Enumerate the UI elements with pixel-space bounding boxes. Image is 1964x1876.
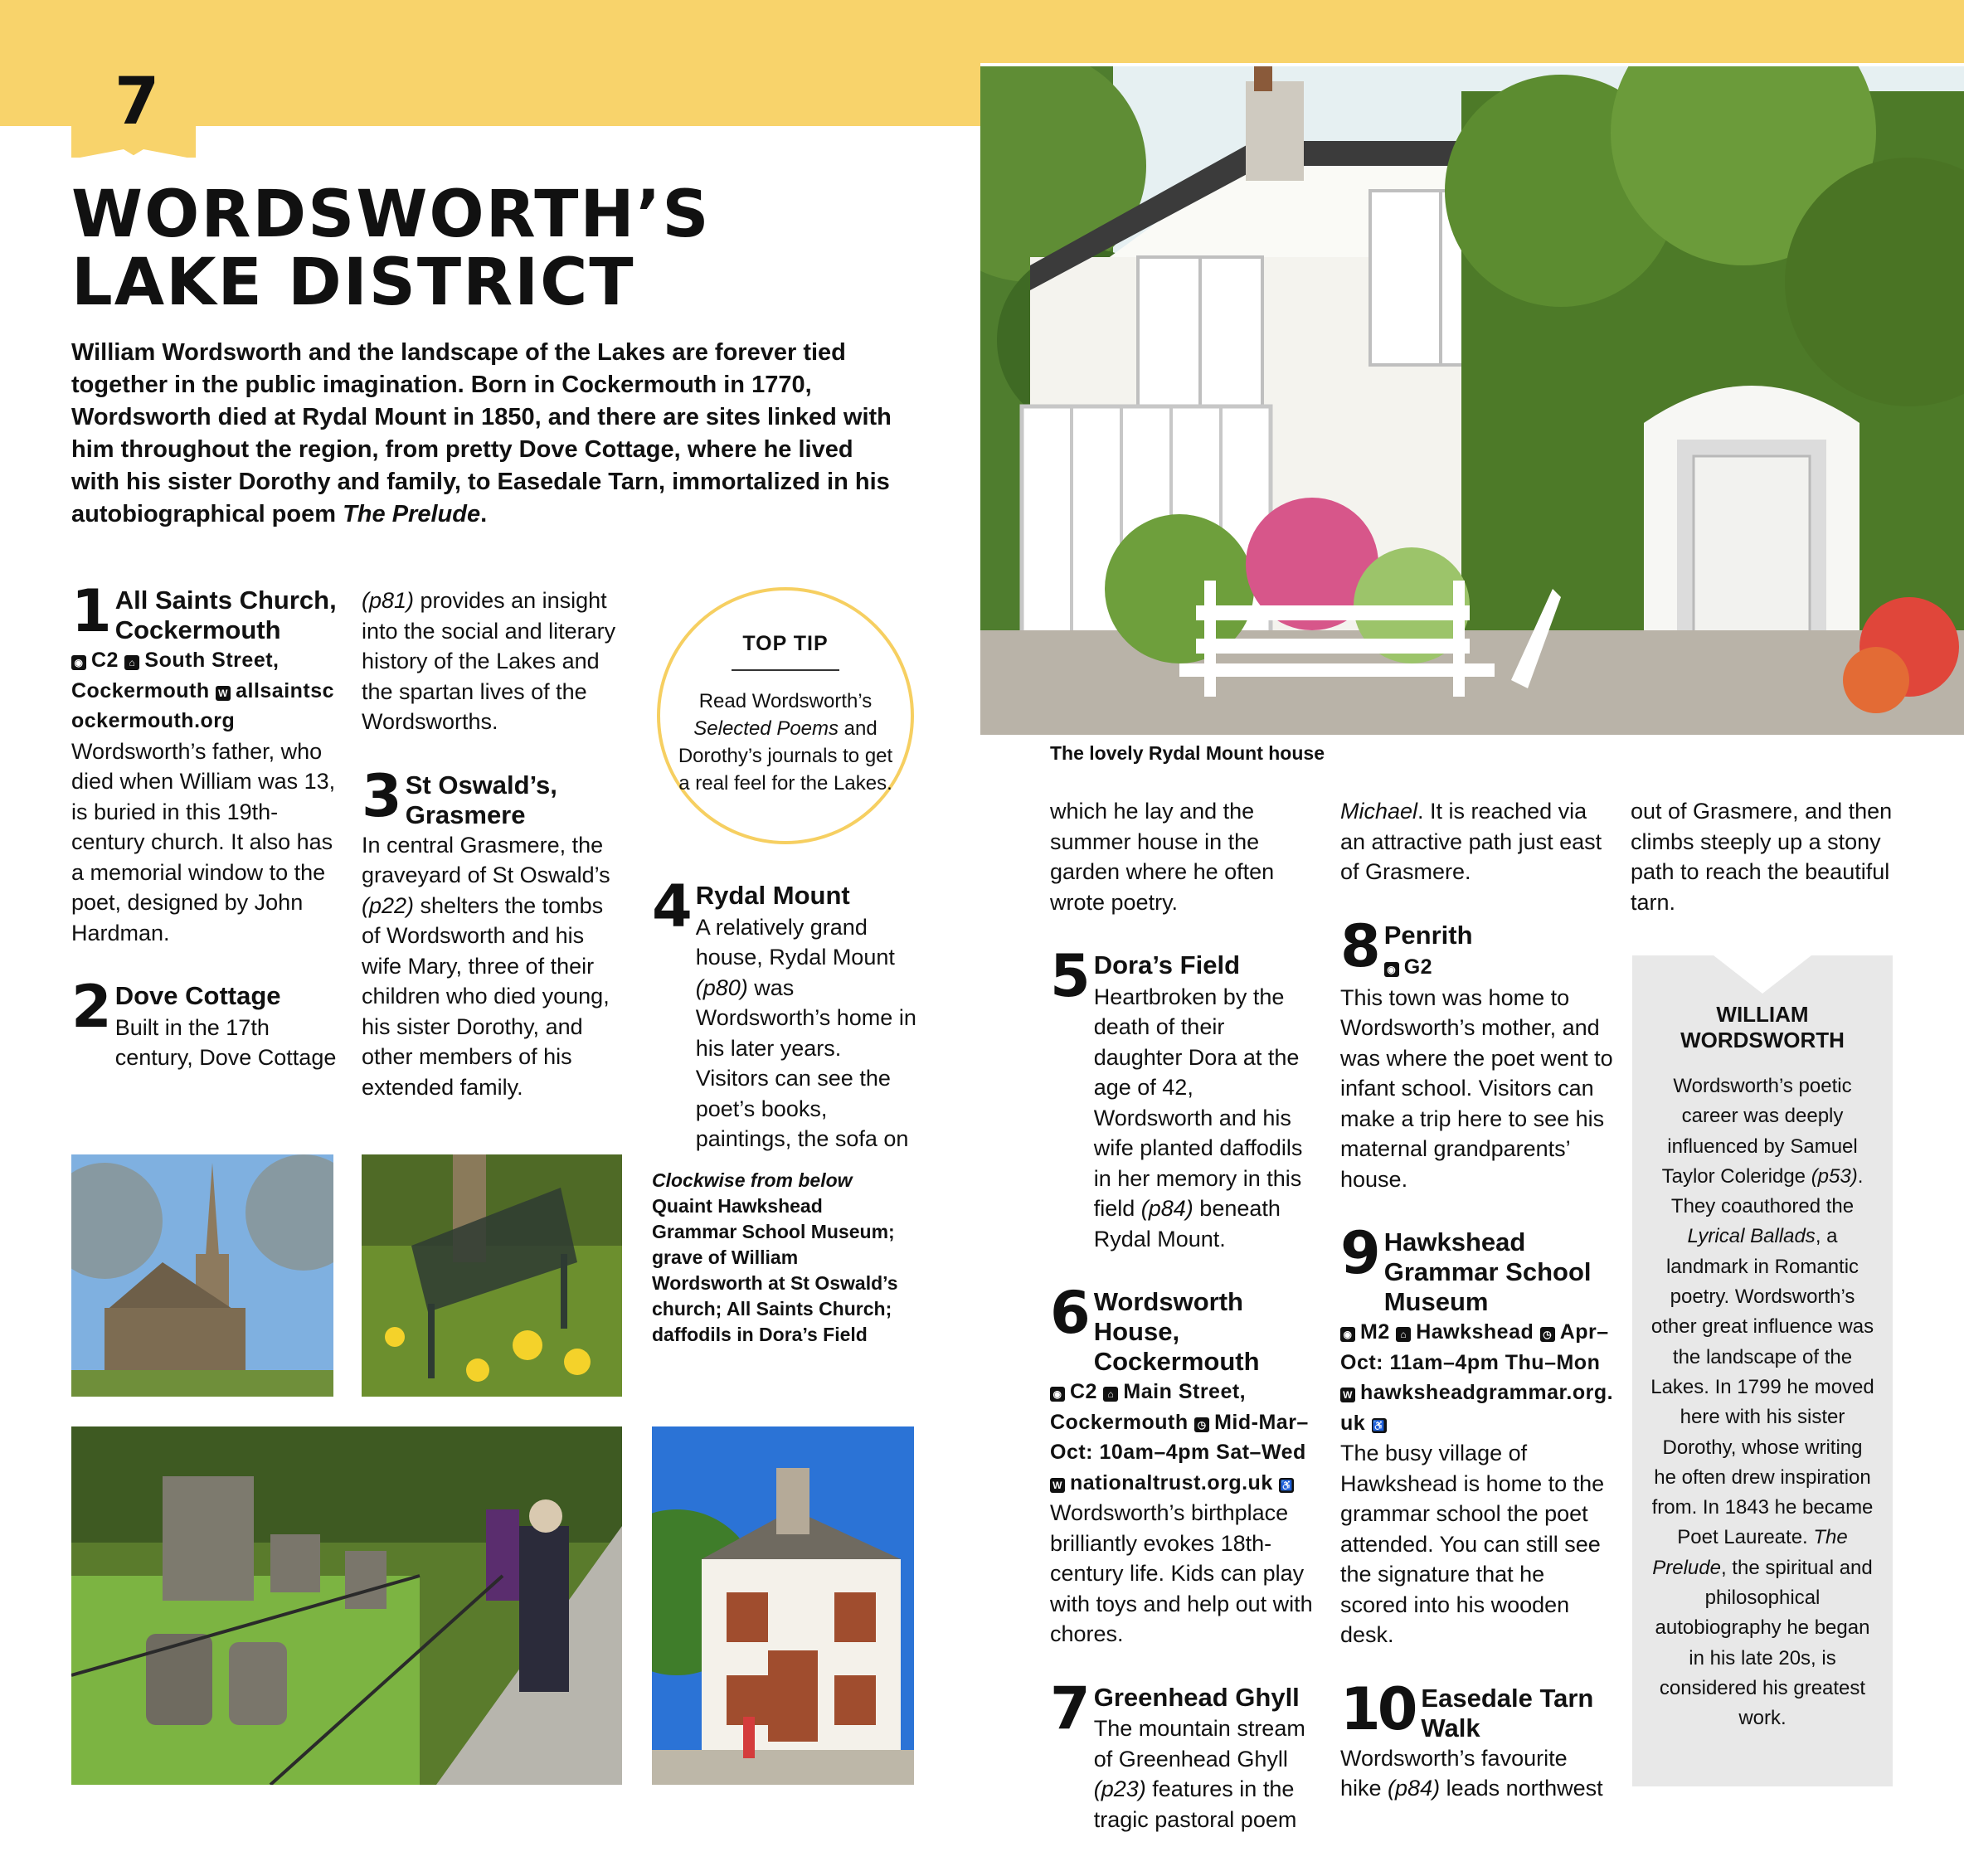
house-icon: ⌂ — [124, 655, 139, 670]
sidebar-text-3: , a landmark in Romantic poetry. Wordsworth’s other great influence was the landscape of the Lakes. In 1799 he moved here with his sister Dorothy, whose writing he often drew inspiration from. In 1843 he became Poet Laureate. — [1650, 1225, 1874, 1549]
bench-daffodils-illustration — [362, 1154, 622, 1397]
entry-head — [71, 973, 337, 1073]
title-line-2: LAKE DISTRICT — [71, 245, 635, 320]
entry-body: Wordsworth’s father, who died when William was 13, is buried in this 19th-century church. It also has a memorial window to the poet, designed by John Hardman. — [71, 738, 336, 945]
page-ref: (p84) — [1388, 1776, 1441, 1801]
entry-number: 7 — [1050, 1674, 1087, 1742]
entry-head — [362, 761, 627, 830]
entry-rydal-mount — [652, 872, 917, 1154]
entry-all-saints — [71, 577, 337, 948]
entry-name: Rydal Mount — [695, 881, 850, 910]
entry-name: St Oswald’s, Grasmere — [405, 770, 557, 829]
hawkshead-grammar-school-photo — [652, 1426, 914, 1785]
entry-number: 9 — [1340, 1219, 1378, 1287]
entry-number: 10 — [1340, 1674, 1415, 1743]
opening-hours: Mid-Mar–Oct: 10am–4pm Sat–Wed — [1050, 1410, 1309, 1464]
page-ref: (p80) — [695, 974, 748, 1000]
entry-wordsworth-house — [1050, 1279, 1315, 1650]
entry-head — [1050, 1279, 1315, 1377]
clock-icon: ◷ — [1540, 1327, 1555, 1342]
entry-head — [71, 577, 337, 645]
page-ref: (p84) — [1140, 1196, 1193, 1221]
page-title — [71, 177, 711, 320]
map-pin-icon: ◉ — [1384, 962, 1399, 977]
website: hawksheadgrammar.org.uk — [1340, 1381, 1614, 1435]
grid-ref: C2 — [1070, 1380, 1097, 1403]
top-tip-heading: TOP TIP — [742, 632, 829, 655]
entry-meta — [1340, 1317, 1614, 1438]
entry-head — [1050, 1674, 1315, 1835]
entry-number: 4 — [652, 872, 689, 940]
graveyard-illustration — [71, 1426, 622, 1785]
map-pin-icon: ◉ — [1050, 1387, 1065, 1402]
column-5 — [1340, 796, 1614, 1837]
sidebar-title-line-2: WORDSWORTH — [1680, 1028, 1845, 1052]
entry-greenhead-ghyll-cont — [1340, 796, 1614, 887]
entry-name: Greenhead Ghyll — [1093, 1682, 1300, 1712]
intro-end: . — [480, 501, 488, 527]
poem-title: The Prelude — [1652, 1526, 1848, 1579]
poem-title: Michael — [1340, 799, 1418, 824]
entry-number: 8 — [1340, 911, 1378, 980]
entry-head — [652, 872, 917, 1154]
intro-text: William Wordsworth and the landscape of the Lakes are forever tied together in the public imagination. Born in Cockermouth in 1770, Wordsworth died at Rydal Mount in 1850, and there are sites linked with him throughout the region, from pretty Dove Cottage, where he lived with his sister Dorothy and family, to Easedale Tarn, immortalized in his autobiographical poem — [71, 339, 892, 527]
column-3 — [652, 872, 917, 1188]
address: Hawkshead — [1416, 1320, 1534, 1344]
header-band — [0, 0, 1964, 63]
entry-dove-cottage — [71, 973, 337, 1073]
entry-greenhead-ghyll — [1050, 1674, 1315, 1835]
web-icon: W — [1340, 1388, 1355, 1402]
intro-paragraph — [71, 337, 901, 531]
accessibility-icon: ♿ — [1372, 1419, 1386, 1431]
entry-number: 2 — [71, 973, 109, 1041]
entry-body: out of Grasmere, and then climbs steeply up a stony path to reach the beautiful tarn. — [1631, 799, 1893, 915]
top-tip-rule — [732, 669, 839, 671]
entry-body: Wordsworth’s favourite hike — [1340, 1745, 1568, 1801]
entry-head — [1340, 1219, 1614, 1317]
top-tip-body — [660, 688, 911, 797]
sidebar-notch — [1714, 955, 1811, 994]
house-icon: ⌂ — [1396, 1327, 1411, 1342]
entry-number: 1 — [71, 577, 109, 645]
address: Main Street, Cockermouth — [1050, 1380, 1247, 1434]
doras-field-photo — [362, 1154, 622, 1397]
page-ref: (p81) — [362, 588, 415, 613]
entry-body: provides an insight into the social and literary history of the Lakes and the spartan lives of the Wordsworths. — [362, 588, 616, 734]
page-ref: (p53) — [1811, 1164, 1858, 1188]
entry-body-end: leads northwest — [1440, 1776, 1603, 1801]
entry-body-end: shelters the tombs of Wordsworth and his wife Mary, three of their children who died young, his sister Dorothy, and other members of his extended family. — [362, 892, 610, 1100]
entry-name: All Saints Church, Cockermouth — [114, 586, 337, 644]
entry-body: which he lay and the summer house in the garden where he often wrote poetry. — [1050, 799, 1275, 915]
sidebar-text-4: , the spiritual and philosophical autobiography he began in his late 20s, is considered his greatest work. — [1655, 1556, 1873, 1730]
wordsworth-grave-photo — [71, 1426, 622, 1785]
entry-st-oswalds — [362, 761, 627, 1103]
clock-icon: ◷ — [1194, 1417, 1209, 1432]
tip-book: Selected Poems — [693, 717, 839, 740]
website: nationaltrust.org.uk — [1070, 1470, 1273, 1494]
column-6 — [1631, 796, 1896, 917]
entry-meta — [1384, 955, 1432, 979]
entry-name: Dora’s Field — [1093, 950, 1241, 979]
entry-body: In central Grasmere, the graveyard of St Oswald’s — [362, 832, 610, 887]
entry-name: Dove Cottage — [114, 981, 281, 1010]
entry-number: 3 — [362, 761, 399, 830]
sidebar-body — [1650, 1072, 1874, 1734]
entry-head — [1340, 1674, 1614, 1743]
top-tip — [657, 587, 914, 844]
entry-name: Hawkshead Grammar School Museum — [1383, 1227, 1592, 1316]
column-4 — [1050, 796, 1315, 1868]
entry-body: . It is reached via an attractive path just east of Grasmere. — [1340, 799, 1602, 884]
gallery-caption — [652, 1168, 901, 1348]
all-saints-church-photo — [71, 1154, 333, 1397]
entry-easedale-tarn — [1340, 1674, 1614, 1804]
tip-text-end: and Dorothy’s journals to get a real feel for the Lakes. — [678, 717, 893, 795]
entry-head — [1340, 911, 1614, 983]
web-icon: W — [216, 686, 231, 701]
rydal-mount-illustration — [980, 66, 1964, 735]
entry-body: The busy village of Hawkshead is home to the grammar school the poet attended. You can still see the signature that he scored into his wooden desk. — [1340, 1441, 1605, 1647]
grid-ref: G2 — [1403, 955, 1433, 979]
intro-poem-title: The Prelude — [343, 501, 481, 527]
map-pin-icon: ◉ — [1340, 1327, 1355, 1342]
entry-number: 5 — [1050, 942, 1087, 1010]
title-line-1: WORDSWORTH’S — [71, 177, 711, 252]
rydal-mount-photo — [980, 66, 1964, 735]
entry-body: A relatively grand house, Rydal Mount — [695, 914, 895, 970]
entry-rydal-mount-cont — [1050, 796, 1315, 917]
entry-doras-field — [1050, 942, 1315, 1254]
address: South Street, Cockermouth — [71, 649, 280, 702]
work-title: Lyrical Ballads — [1687, 1225, 1816, 1248]
entry-meta — [71, 645, 337, 736]
sidebar-text-1: Wordsworth’s poetic career was deeply influenced by Samuel Taylor Coleridge — [1661, 1075, 1858, 1188]
entry-body: Heartbroken by the death of their daughter Dora at the age of 42, Wordsworth and his wife planted daffodils in her memory in this field — [1093, 984, 1303, 1221]
website: allsaintscockermouth.org — [71, 678, 335, 732]
entry-number: 6 — [1050, 1279, 1087, 1347]
main-photo-caption: The lovely Rydal Mount house — [1050, 742, 1325, 764]
church-illustration — [71, 1154, 333, 1397]
entry-body: Wordsworth’s birthplace brilliantly evokes 18th-century life. Kids can play with toys and help out with chores. — [1050, 1500, 1313, 1646]
entry-meta — [1050, 1377, 1315, 1498]
entry-name: Easedale Tarn Walk — [1421, 1683, 1594, 1742]
entry-body-end: was Wordsworth’s home in his later years. Visitors can see the poet’s books, paintings, the sofa on — [695, 974, 916, 1151]
chapter-number: 7 — [114, 65, 160, 139]
entry-name: Wordsworth House, Cockermouth — [1093, 1287, 1260, 1376]
school-illustration — [652, 1426, 914, 1785]
web-icon: W — [1050, 1478, 1065, 1493]
grid-ref: C2 — [91, 649, 119, 672]
wordsworth-sidebar — [1632, 955, 1893, 1786]
accessibility-icon: ♿ — [1280, 1479, 1293, 1491]
entry-body: This town was home to Wordsworth’s mother, and was where the poet went to infant school. Visitors can make a trip here to see his maternal grandparents’ house. — [1340, 984, 1613, 1192]
gallery-caption-lead: Clockwise from below — [652, 1169, 853, 1191]
map-pin-icon: ◉ — [71, 655, 86, 670]
page-ref: (p22) — [362, 892, 415, 918]
gallery-caption-text: Quaint Hawkshead Grammar School Museum; grave of William Wordsworth at St Oswald’s church; All Saints Church; daffodils in Dora’s Field — [652, 1195, 898, 1345]
sidebar-title — [1632, 1002, 1893, 1053]
entry-hawkshead-grammar — [1340, 1219, 1614, 1650]
opening-hours: Apr–Oct: 11am–4pm Thu–Mon — [1340, 1320, 1609, 1374]
column-2 — [362, 586, 627, 1135]
sidebar-title-line-1: WILLIAM — [1716, 1002, 1809, 1027]
page-ref: (p23) — [1093, 1776, 1146, 1801]
house-icon: ⌂ — [1103, 1387, 1118, 1402]
grid-ref: M2 — [1360, 1320, 1390, 1344]
entry-dove-cottage-cont — [362, 586, 627, 737]
entry-body-end: features in the tragic pastoral poem — [1093, 1776, 1297, 1832]
entry-penrith — [1340, 911, 1614, 1195]
entry-body: Built in the 17th century, Dove Cottage — [114, 1014, 337, 1070]
entry-body-end: beneath Rydal Mount. — [1093, 1196, 1281, 1251]
tip-text: Read Wordsworth’s — [698, 690, 873, 712]
entry-name: Penrith — [1383, 920, 1473, 950]
entry-head — [1050, 942, 1315, 1254]
entry-body: The mountain stream of Greenhead Ghyll — [1093, 1716, 1305, 1772]
column-1 — [71, 577, 337, 1106]
sidebar-text-2: . They coauthored the — [1670, 1164, 1864, 1218]
